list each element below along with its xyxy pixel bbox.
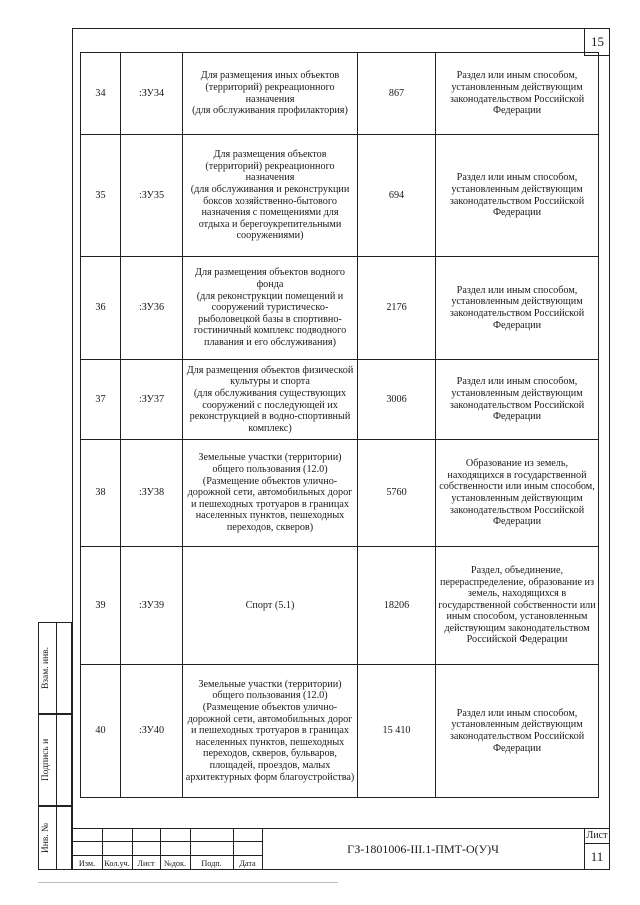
parcel-code: :ЗУ34 (121, 53, 183, 135)
formation-method: Раздел, объединение, перераспределение, образование из земель, находящихся в государственной собственности или иным способом, установленным действующим законодательством Российской Федерации (436, 547, 599, 665)
row-number: 35 (81, 135, 121, 257)
document-code: ГЗ-1801006-III.1-ПМТ-О(У)Ч (347, 842, 499, 856)
caption-podp: Подп. (201, 859, 222, 868)
stamp-label-vzam: Взам. инв. (41, 646, 52, 690)
formation-method: Образование из земель, находящихся в государственной собственности или иным способом, установленным действующим законодательством Российской Федерации (436, 440, 599, 547)
permitted-use: Земельные участки (территории) общего пользования (12.0) (Размещение объектов улично-дорожной сети, автомобильных дорог и пешеходных тротуаров в границах населенных пунктов, пешеходных переходов, скверов) (183, 440, 358, 547)
row-number: 34 (81, 53, 121, 135)
permitted-use: Спорт (5.1) (183, 547, 358, 665)
parcel-code: :ЗУ40 (121, 665, 183, 798)
permitted-use: Для размещения объектов водного фонда (для реконструкции помещений и сооружений туристическо-рыболовецкой базы в спортивно-гостиничный комплекс подводного плавания и его обслуживания) (183, 257, 358, 360)
row-number: 37 (81, 360, 121, 440)
permitted-use: Для размещения иных объектов (территорий) рекреационного назначения (для обслуживания профилактория) (183, 53, 358, 135)
permitted-use: Для размещения объектов физической культуры и спорта (для обслуживания существующих сооружений с последующей их реконструкцией в водно-спортивный комплекс) (183, 360, 358, 440)
table-row (81, 360, 599, 440)
sheet-number: 11 (590, 849, 604, 864)
parcel-code: :ЗУ39 (121, 547, 183, 665)
parcel-area: 867 (358, 53, 436, 135)
parcel-area: 18206 (358, 547, 436, 665)
stamp-label-inv: Инв. № (41, 822, 52, 854)
parcel-area: 694 (358, 135, 436, 257)
parcel-area: 5760 (358, 440, 436, 547)
parcel-code: :ЗУ38 (121, 440, 183, 547)
sheet-label: Лист (586, 830, 608, 841)
row-number: 40 (81, 665, 121, 798)
parcel-area: 3006 (358, 360, 436, 440)
caption-list: Лист (137, 859, 155, 868)
formation-method: Раздел или иным способом, установленным действующим законодательством Российской Федерации (436, 135, 599, 257)
parcel-code: :ЗУ37 (121, 360, 183, 440)
table-row (81, 53, 599, 135)
page-number: 15 (584, 28, 610, 56)
caption-kol-uch: Кол.уч. (104, 859, 130, 868)
row-number: 39 (81, 547, 121, 665)
permitted-use: Земельные участки (территории) общего пользования (12.0) (Размещение объектов улично-дорожной сети, автомобильных дорог и пешеходных тротуаров в границах населенных пунктов, пешеходных переходов, скверов, бульваров, площадей, проездов, малых архитектурных форм благоустройства) (183, 665, 358, 798)
caption-data: Дата (239, 859, 256, 868)
permitted-use: Для размещения объектов (территорий) рекреационного назначения (для обслуживания и реконструкции боксов хозяйственно-бытового назначения с помещениями для отдыха и берегоукрепительными сооружениями) (183, 135, 358, 257)
parcel-area: 2176 (358, 257, 436, 360)
formation-method: Раздел или иным способом, установленным действующим законодательством Российской Федерации (436, 257, 599, 360)
table-row (81, 547, 599, 665)
table-row (81, 440, 599, 547)
row-number: 38 (81, 440, 121, 547)
table-row (81, 257, 599, 360)
scan-edge-line (38, 882, 338, 883)
table-row (81, 665, 599, 798)
parcels-table (80, 52, 599, 798)
stamp-label-podpis: Подпись и (41, 738, 52, 782)
parcel-area: 15 410 (358, 665, 436, 798)
caption-ndok: №док. (163, 859, 187, 868)
formation-method: Раздел или иным способом, установленным действующим законодательством Российской Федерации (436, 53, 599, 135)
parcel-code: :ЗУ36 (121, 257, 183, 360)
row-number: 36 (81, 257, 121, 360)
parcel-code: :ЗУ35 (121, 135, 183, 257)
formation-method: Раздел или иным способом, установленным действующим законодательством Российской Федерации (436, 360, 599, 440)
table-row (81, 135, 599, 257)
caption-izm: Изм. (78, 859, 96, 868)
formation-method: Раздел или иным способом, установленным действующим законодательством Российской Федерации (436, 665, 599, 798)
